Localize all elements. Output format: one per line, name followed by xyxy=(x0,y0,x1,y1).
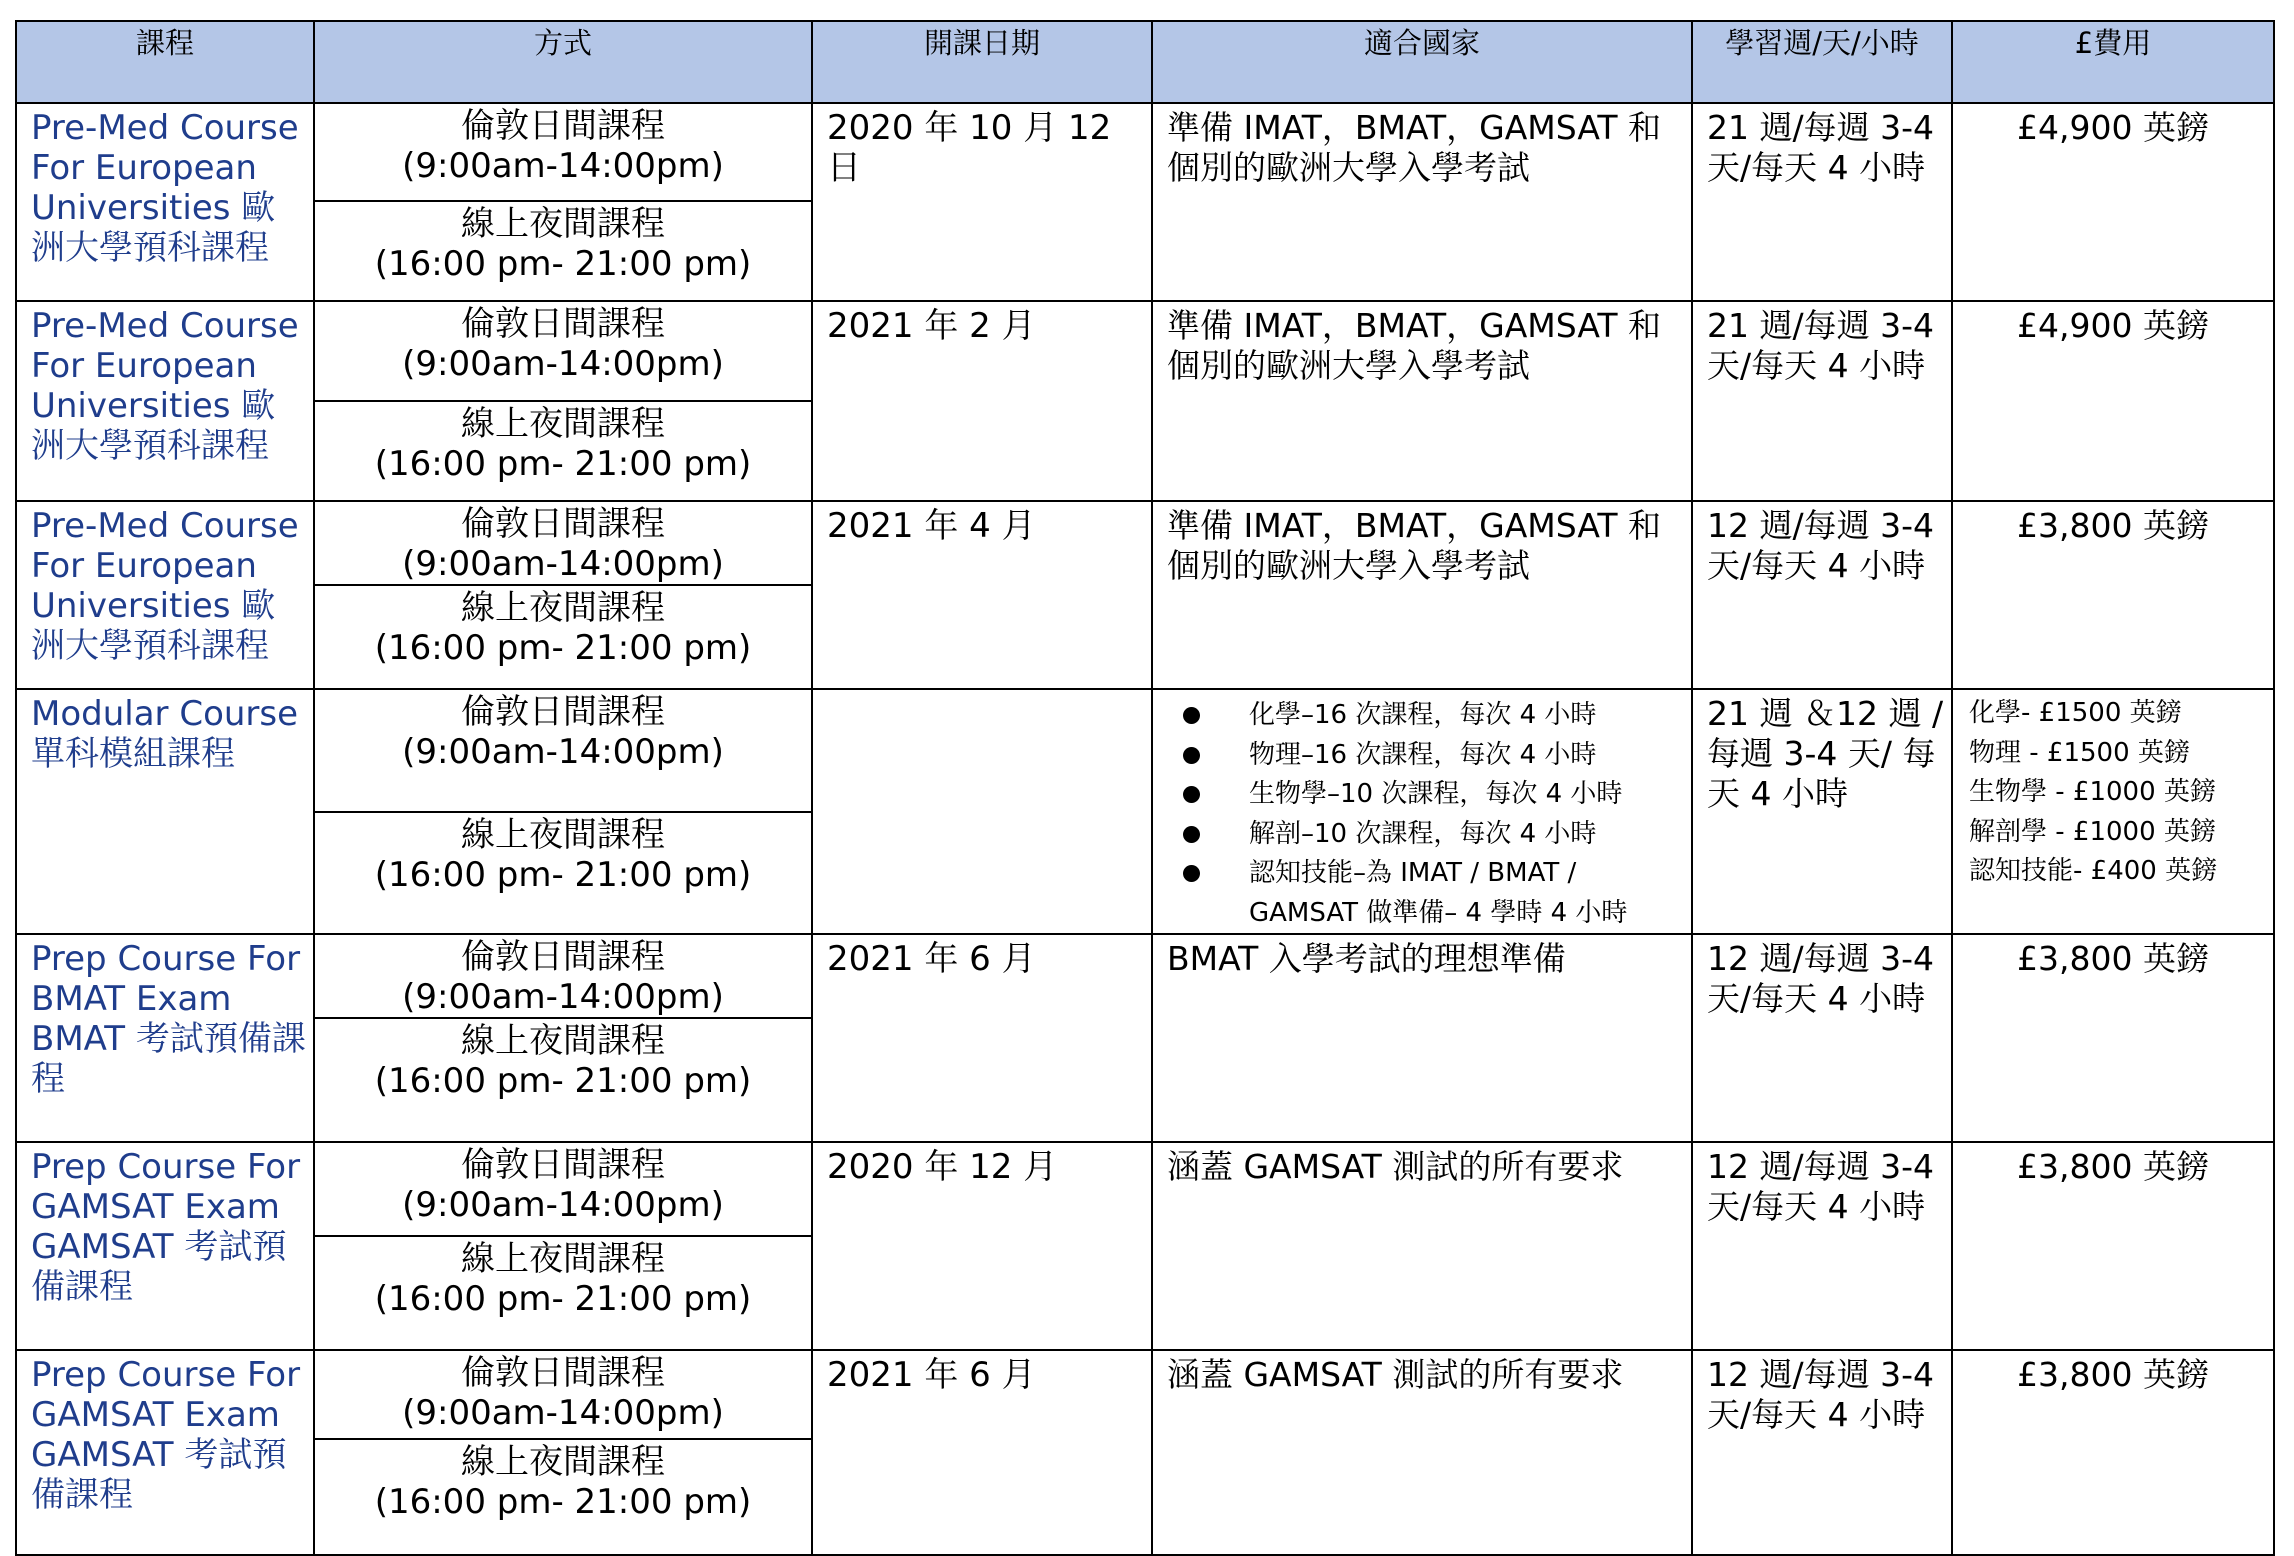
header-duration: 學習週/天/小時 xyxy=(1692,21,1952,103)
mode-night-time: (16:00 pm- 21:00 pm) xyxy=(374,1061,752,1101)
mode-night-cell xyxy=(314,1439,812,1555)
mode-day-cell xyxy=(314,934,812,1018)
module-fee-item: 物理 - £1500 英鎊 xyxy=(1969,737,2190,768)
mode-night-label: 線上夜間課程 xyxy=(461,588,665,628)
suitable-for-cell: BMAT 入學考試的理想準備 xyxy=(1152,934,1692,1142)
mode-night-cell xyxy=(314,201,812,301)
module-text-continued: GAMSAT 做準備– 4 學時 4 小時 xyxy=(1249,897,1628,928)
module-text: 物理–16 次課程，每次 4 小時 xyxy=(1249,739,1597,770)
table-row xyxy=(16,689,2274,812)
suitable-for-cell: 準備 IMAT，BMAT，GAMSAT 和個別的歐洲大學入學考試 xyxy=(1152,103,1692,301)
module-list-cell xyxy=(1152,689,1692,934)
mode-day-label: 倫敦日間課程 xyxy=(461,106,665,146)
mode-day-label: 倫敦日間課程 xyxy=(461,504,665,544)
module-fee-item: 生物學 - £1000 英鎊 xyxy=(1969,777,2216,807)
course-name-cell: Modular Course 單科模組課程 xyxy=(16,689,314,934)
module-fee-list xyxy=(1953,694,2273,892)
course-name-cell: Pre-Med Course For European Universities 歐洲大學預科課程 xyxy=(16,301,314,501)
mode-night-label: 線上夜間課程 xyxy=(461,1442,665,1482)
header-course: 課程 xyxy=(16,21,314,103)
duration-cell: 12 週/每週 3-4 天/每天 4 小時 xyxy=(1692,934,1952,1142)
mode-day-label: 倫敦日間課程 xyxy=(461,1145,665,1185)
mode-day-cell xyxy=(314,689,812,812)
header-suitable-for: 適合國家 xyxy=(1152,21,1692,103)
suitable-for-cell: 準備 IMAT，BMAT，GAMSAT 和個別的歐洲大學入學考試 xyxy=(1152,301,1692,501)
course-name-cell: Prep Course For GAMSAT Exam GAMSAT 考試預備課程 xyxy=(16,1142,314,1350)
table-row xyxy=(16,934,2274,1018)
start-date-cell xyxy=(812,689,1152,934)
start-date-cell: 2020 年 12 月 xyxy=(812,1142,1152,1350)
header-start-date: 開課日期 xyxy=(812,21,1152,103)
mode-day-label: 倫敦日間課程 xyxy=(461,692,665,732)
module-list xyxy=(1167,694,1685,933)
mode-day-cell xyxy=(314,301,812,401)
fee-cell: £4,900 英鎊 xyxy=(1952,301,2274,501)
start-date-cell: 2021 年 6 月 xyxy=(812,1350,1152,1555)
module-text: 生物學–10 次課程，每次 4 小時 xyxy=(1249,779,1623,809)
module-list-item xyxy=(1179,775,1685,815)
bullet-icon xyxy=(1183,826,1200,843)
start-date-cell: 2021 年 2 月 xyxy=(812,301,1152,501)
module-list-item xyxy=(1179,696,1685,736)
mode-day-time: (9:00am-14:00pm) xyxy=(402,544,724,584)
table-row xyxy=(16,103,2274,201)
module-text: 化學–16 次課程，每次 4 小時 xyxy=(1249,700,1597,730)
table-row xyxy=(16,501,2274,585)
module-list-item xyxy=(1179,815,1685,855)
table-row xyxy=(16,1350,2274,1439)
mode-day-cell xyxy=(314,1350,812,1439)
bullet-icon xyxy=(1183,865,1200,882)
suitable-for-cell: 涵蓋 GAMSAT 測試的所有要求 xyxy=(1152,1350,1692,1555)
mode-day-cell xyxy=(314,501,812,585)
mode-day-cell xyxy=(314,103,812,201)
mode-night-label: 線上夜間課程 xyxy=(461,814,665,855)
table-body xyxy=(16,103,2274,1555)
mode-night-time: (16:00 pm- 21:00 pm) xyxy=(374,1279,752,1319)
module-fees-cell xyxy=(1952,689,2274,934)
course-name-cell: Prep Course For GAMSAT Exam GAMSAT 考試預備課程 xyxy=(16,1350,314,1555)
mode-night-time: (16:00 pm- 21:00 pm) xyxy=(374,1482,752,1522)
mode-day-time: (9:00am-14:00pm) xyxy=(402,1393,724,1433)
mode-day-label: 倫敦日間課程 xyxy=(461,304,665,344)
module-fee-item: 解剖學 - £1000 英鎊 xyxy=(1969,816,2216,847)
module-fee-item: 認知技能- £400 英鎊 xyxy=(1969,856,2218,886)
mode-day-time: (9:00am-14:00pm) xyxy=(402,1185,724,1225)
mode-night-label: 線上夜間課程 xyxy=(461,404,665,444)
mode-night-label: 線上夜間課程 xyxy=(461,1239,665,1279)
bullet-icon xyxy=(1183,707,1200,724)
bullet-icon xyxy=(1183,786,1200,803)
fee-cell: £3,800 英鎊 xyxy=(1952,1350,2274,1555)
duration-cell: 12 週/每週 3-4 天/每天 4 小時 xyxy=(1692,501,1952,689)
suitable-for-cell: 涵蓋 GAMSAT 測試的所有要求 xyxy=(1152,1142,1692,1350)
course-name-cell: Pre-Med Course For European Universities 歐洲大學預科課程 xyxy=(16,103,314,301)
module-text: 認知技能–為 IMAT / BMAT / xyxy=(1249,858,1577,888)
module-fee-item: 化學- £1500 英鎊 xyxy=(1969,698,2182,728)
mode-day-label: 倫敦日間課程 xyxy=(461,1353,665,1393)
fee-cell: £3,800 英鎊 xyxy=(1952,1142,2274,1350)
mode-night-label: 線上夜間課程 xyxy=(461,1021,665,1061)
mode-night-cell xyxy=(314,1018,812,1142)
table-row xyxy=(16,1142,2274,1236)
course-name-cell: Pre-Med Course For European Universities 歐洲大學預科課程 xyxy=(16,501,314,689)
mode-night-time: (16:00 pm- 21:00 pm) xyxy=(374,444,752,484)
mode-day-time: (9:00am-14:00pm) xyxy=(402,732,724,772)
start-date-cell: 2020 年 10 月 12 日 xyxy=(812,103,1152,301)
duration-cell: 21 週 ＆12 週 /每週 3-4 天/ 每天 4 小時 xyxy=(1692,689,1952,934)
mode-day-time: (9:00am-14:00pm) xyxy=(402,344,724,384)
module-list-item xyxy=(1179,854,1685,933)
module-list-item xyxy=(1179,736,1685,776)
duration-cell: 21 週/每週 3-4 天/每天 4 小時 xyxy=(1692,103,1952,301)
table-row xyxy=(16,301,2274,401)
mode-night-cell xyxy=(314,1236,812,1350)
duration-cell: 12 週/每週 3-4 天/每天 4 小時 xyxy=(1692,1142,1952,1350)
fee-cell: £4,900 英鎊 xyxy=(1952,103,2274,301)
mode-night-time: (16:00 pm- 21:00 pm) xyxy=(374,244,752,284)
mode-night-time: (16:00 pm- 21:00 pm) xyxy=(374,854,752,895)
start-date-cell: 2021 年 4 月 xyxy=(812,501,1152,689)
mode-night-cell xyxy=(314,401,812,501)
suitable-for-cell: 準備 IMAT，BMAT，GAMSAT 和個別的歐洲大學入學考試 xyxy=(1152,501,1692,689)
mode-day-label: 倫敦日間課程 xyxy=(461,937,665,977)
mode-day-time: (9:00am-14:00pm) xyxy=(402,977,724,1017)
duration-cell: 12 週/每週 3-4 天/每天 4 小時 xyxy=(1692,1350,1952,1555)
duration-cell: 21 週/每週 3-4 天/每天 4 小時 xyxy=(1692,301,1952,501)
header-row xyxy=(16,21,2274,103)
fee-cell: £3,800 英鎊 xyxy=(1952,934,2274,1142)
bullet-icon xyxy=(1183,747,1200,764)
mode-night-cell xyxy=(314,585,812,689)
mode-day-time: (9:00am-14:00pm) xyxy=(402,146,724,186)
mode-day-cell xyxy=(314,1142,812,1236)
start-date-cell: 2021 年 6 月 xyxy=(812,934,1152,1142)
mode-night-label: 線上夜間課程 xyxy=(461,204,665,244)
fee-cell: £3,800 英鎊 xyxy=(1952,501,2274,689)
course-schedule-table xyxy=(15,20,2275,1556)
header-fee: £費用 xyxy=(1952,21,2274,103)
module-text: 解剖–10 次課程，每次 4 小時 xyxy=(1249,818,1597,849)
mode-night-cell xyxy=(314,812,812,935)
course-name-cell: Prep Course For BMAT Exam BMAT 考試預備課程 xyxy=(16,934,314,1142)
mode-night-time: (16:00 pm- 21:00 pm) xyxy=(374,628,752,668)
header-mode: 方式 xyxy=(314,21,812,103)
